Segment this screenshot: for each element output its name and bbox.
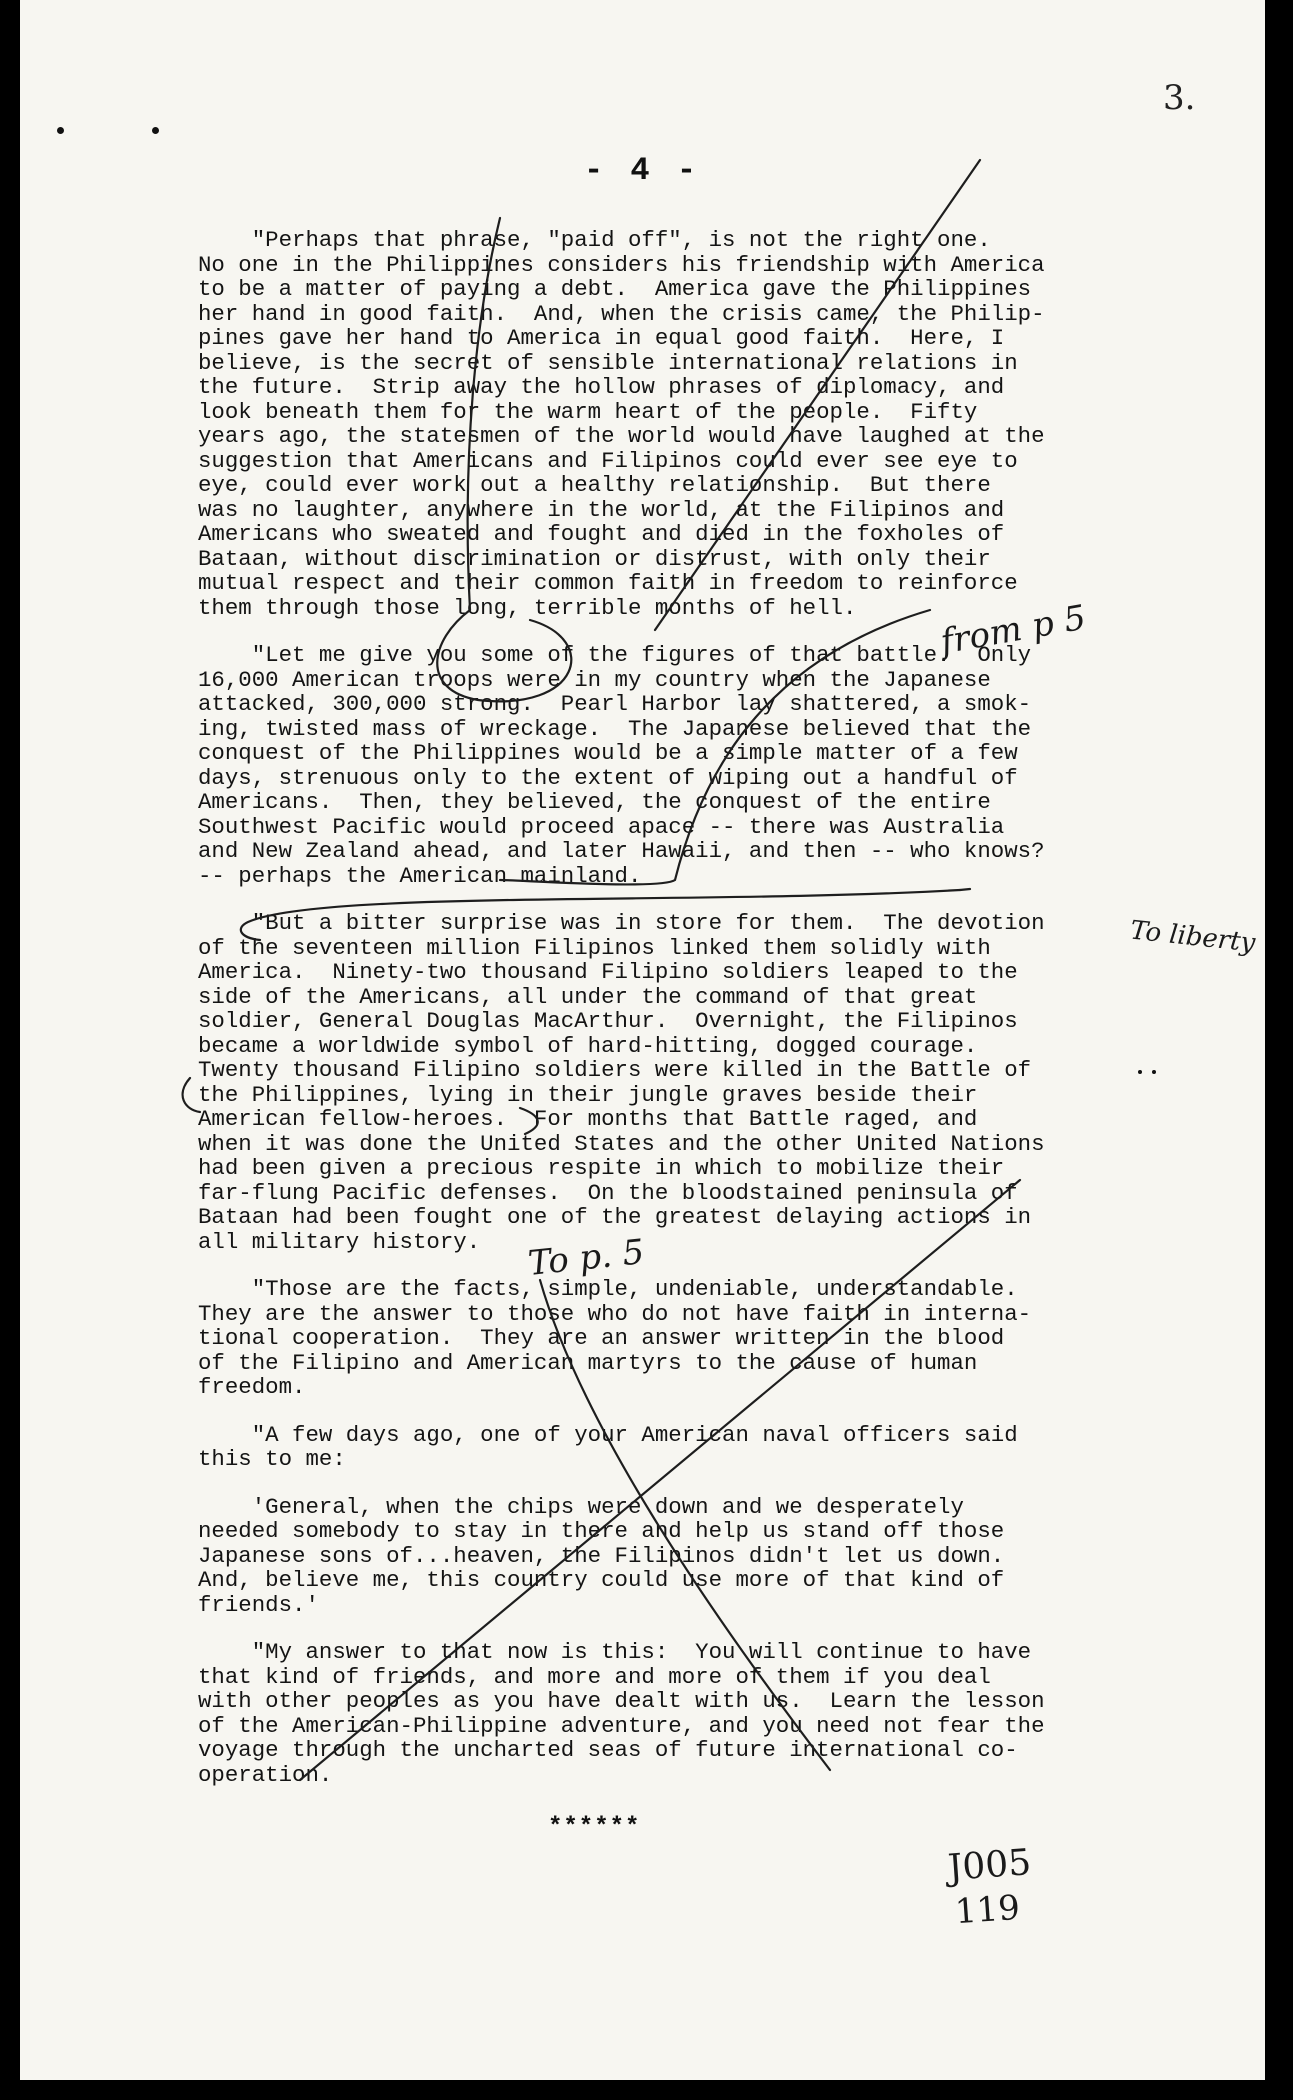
archive-number-handwritten: 119 xyxy=(953,1887,1022,1933)
paragraph: "But a bitter surprise was in store for them. The devotion of the seventeen million Filipinos linked them solidly with America. Ninety-two thousand Filipino soldiers leaped to the side of the Americans, all under the command of that great soldier, General Douglas MacArthur. Overnight, the Filipinos became a worldwide symbol of hard-hitting, dogged courage. Twenty thousand Filipino soldiers were killed in the Battle of the Philippines, lying in their jungle graves beside their American fellow-heroes. For months that Battle raged, and when it was done the United States and the other United Nations had been given a precious respite in which to mobilize their far-flung Pacific defenses. On the bloodstained peninsula of Bataan had been fought one of the greatest delaying actions in all military history. xyxy=(198,910,1045,1255)
paragraph: 'General, when the chips were down and we desperately needed somebody to stay in there and help us stand off those Japanese sons of...heaven, the Filipinos didn't let us down. And, believe me, this country could use more of that kind of friends.' xyxy=(198,1493,1005,1618)
binder-hole-dot xyxy=(57,127,64,134)
archive-code-handwritten: J005 xyxy=(946,1842,1033,1889)
section-separator: ****** xyxy=(548,1814,641,1841)
binder-hole-dot xyxy=(152,127,159,134)
page-number: 3. xyxy=(1163,78,1196,118)
typed-body xyxy=(198,228,1158,1810)
handwritten-margin-note: To liberty xyxy=(1128,915,1257,959)
paragraph: "Let me give you some of the figures of that battle. Only 16,000 American troops were in my country when the Japanese attacked, 300,000 strong. Pearl Harbor lay shattered, a smok- ing, twisted mass of wreckage. The Japanese believed that the conquest of the Philippines would be a simple matter of a few days, strenuous only to the extent of wiping out a handful of Americans. Then, they believed, the conquest of the entire Southwest Pacific would proceed apace -- there was Australia and New Zealand ahead, and later Hawaii, and then -- who knows? -- perhaps the American mainland. xyxy=(198,642,1045,889)
handwritten-note-to-page: To p. 5 xyxy=(526,1232,647,1284)
paragraph: "A few days ago, one of your American naval officers said this to me: xyxy=(198,1421,1018,1472)
header-page-mark: - 4 - xyxy=(584,152,701,189)
paragraph: "Those are the facts, simple, undeniable, understandable. They are the answer to those who do not have faith in interna- tional cooperation. They are an answer written in the blood of the Filipino and American martyrs to the cause of human freedom. xyxy=(198,1276,1032,1400)
handwritten-note-from-page: from p 5 xyxy=(937,597,1089,663)
paragraph: "Perhaps that phrase, "paid off", is not the right one. No one in the Philippines considers his friendship with America to be a matter of paying a debt. America gave the Philippines her hand in good faith. And, when the crisis came, the Philip- pines gave her hand to America in equal good faith. Here, I believe, is the secret of sensible international relations in the future. Strip away the hollow phrases of diplomacy, and look beneath them for the warm heart of the people. Fifty years ago, the statesmen of the world would have laughed at the suggestion that Americans and Filipinos could ever see eye to eye, could ever work out a healthy relationship. But there was no laughter, anywhere in the world, at the Filipinos and Americans who sweated and fought and died in the foxholes of Bataan, without discrimination or distrust, with only their mutual respect and their common faith in freedom to reinforce them through those long, terrible months of hell. xyxy=(198,227,1045,621)
paragraph: "My answer to that now is this: You will continue to have that kind of friends, and more and more of them if you deal with other peoples as you have dealt with us. Learn the lesson of the American-Philippine adventure, and you need not fear the voyage through the uncharted seas of future international co- operation. xyxy=(198,1639,1045,1788)
